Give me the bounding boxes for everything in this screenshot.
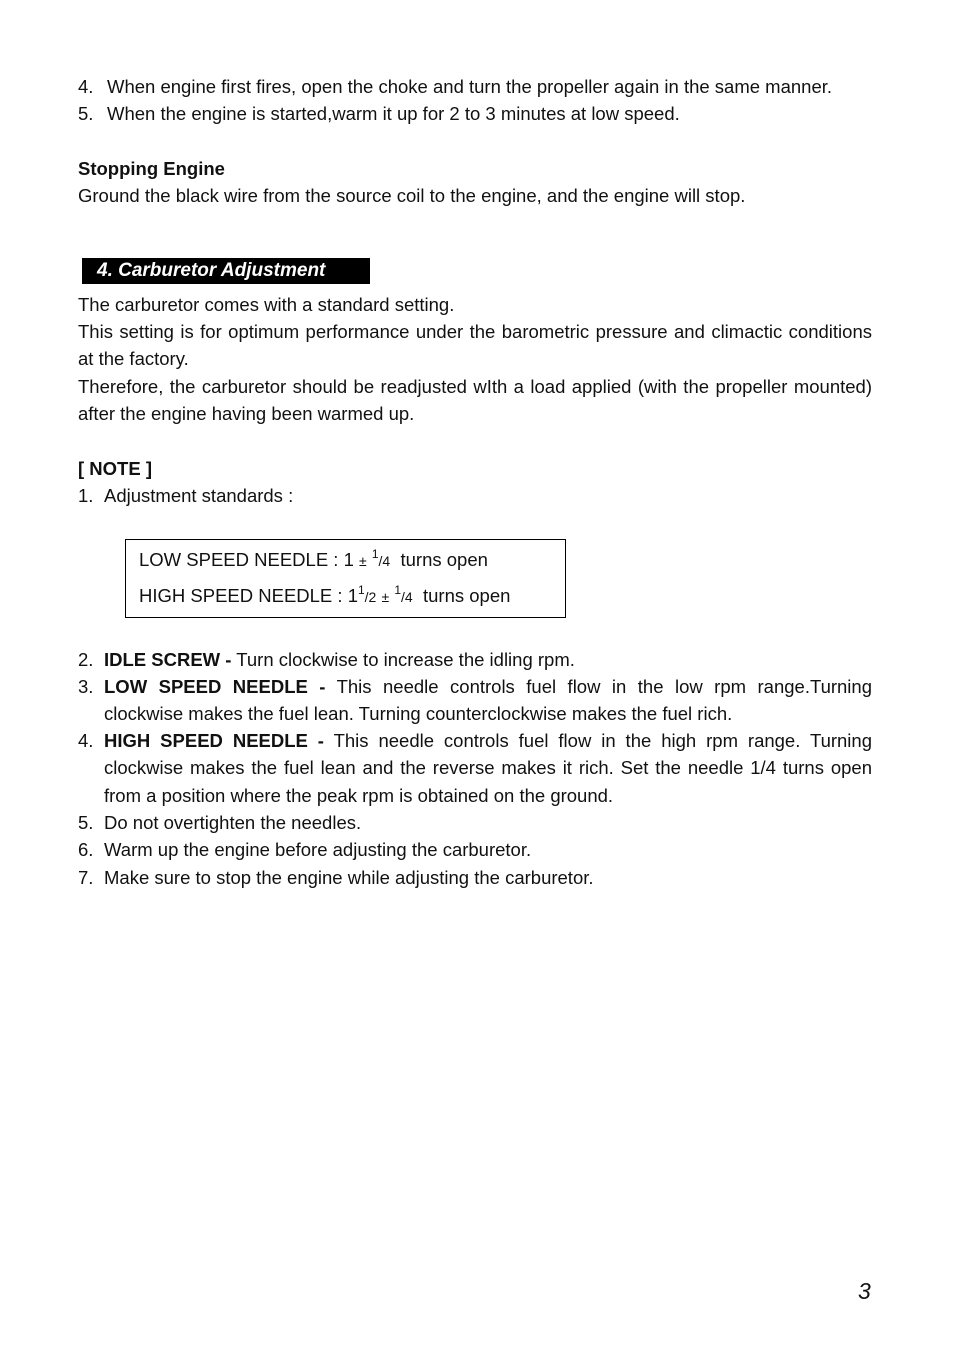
note-heading: [ NOTE ] (78, 458, 152, 479)
note-text: Do not overtighten the needles. (104, 812, 362, 833)
adjustment-standards-box (125, 539, 566, 618)
plus-minus: ± (359, 553, 367, 570)
stopping-engine-text: Ground the black wire from the source coil to the engine, and the engine will stop. (78, 185, 746, 206)
stopping-engine-heading: Stopping Engine (78, 158, 225, 179)
note-term: IDLE SCREW - (104, 649, 232, 670)
step-text: When engine first fires, open the choke and turn the propeller again in the same manner. (107, 76, 833, 97)
note-item-6 (78, 836, 872, 863)
note-number: 3. (78, 676, 94, 697)
note-number: 2. (78, 649, 94, 670)
note-number: 5. (78, 812, 94, 833)
section-paragraph-1: The carburetor comes with a standard setting. (78, 294, 455, 315)
step-4 (78, 73, 832, 100)
step-number: 5. (78, 103, 94, 124)
low-speed-label: LOW SPEED NEEDLE : 1 (139, 549, 354, 571)
page-number: 3 (858, 1278, 871, 1304)
note-text: This needle controls fuel flow in the low rpm range.Turning clockwise makes the fuel lean. Turning counterclockwise makes the fuel rich. (104, 676, 872, 725)
fraction-denominator: /4 (378, 553, 391, 570)
section-paragraph-3: Therefore, the carburetor should be readjusted wIth a load applied (with the propeller mounted) after the engine having been warmed up. (78, 376, 872, 425)
note-item-2 (78, 646, 872, 673)
note-text: Turn clockwise to increase the idling rpm. (231, 649, 575, 670)
note-number: 7. (78, 867, 94, 888)
note-item-3 (78, 673, 872, 728)
low-speed-suffix: turns open (400, 549, 488, 571)
fraction-numerator: 1 (371, 547, 379, 561)
note-item-1 (78, 482, 293, 509)
note-text: Warm up the engine before adjusting the carburetor. (104, 839, 532, 860)
note-item-7 (78, 864, 872, 891)
note-text: Adjustment standards : (104, 485, 294, 506)
high-speed-spec (139, 584, 510, 607)
note-item-5 (78, 809, 872, 836)
note-term: HIGH SPEED NEEDLE - (104, 730, 324, 751)
note-number: 1. (78, 485, 94, 506)
section-title-bar: 4. Carburetor Adjustment (82, 258, 370, 284)
note-number: 4. (78, 730, 94, 751)
step-number: 4. (78, 76, 94, 97)
step-5 (78, 100, 680, 127)
note-item-4 (78, 727, 872, 809)
note-number: 6. (78, 839, 94, 860)
note-text: This needle controls fuel flow in the high rpm range. Turning clockwise makes the fuel lean and the reverse makes it rich. Set the needle 1/4 turns open from a position where the peak rpm is obtained on the ground. (104, 730, 872, 806)
plus-minus: ± (381, 589, 390, 606)
fraction-denominator: /4 (401, 589, 413, 606)
note-term: LOW SPEED NEEDLE - (104, 676, 326, 697)
fraction-numerator: 1 (394, 583, 402, 597)
high-speed-label: HIGH SPEED NEEDLE : 1 (139, 585, 358, 607)
high-speed-suffix: turns open (422, 585, 511, 607)
section-paragraph-2: This setting is for optimum performance under the barometric pressure and climactic conditions at the factory. (78, 321, 872, 370)
low-speed-spec (139, 548, 488, 571)
fraction-denominator: /2 (364, 589, 377, 606)
fraction-numerator: 1 (357, 583, 365, 597)
step-text: When the engine is started,warm it up for 2 to 3 minutes at low speed. (107, 103, 680, 124)
note-text: Make sure to stop the engine while adjusting the carburetor. (104, 867, 594, 888)
